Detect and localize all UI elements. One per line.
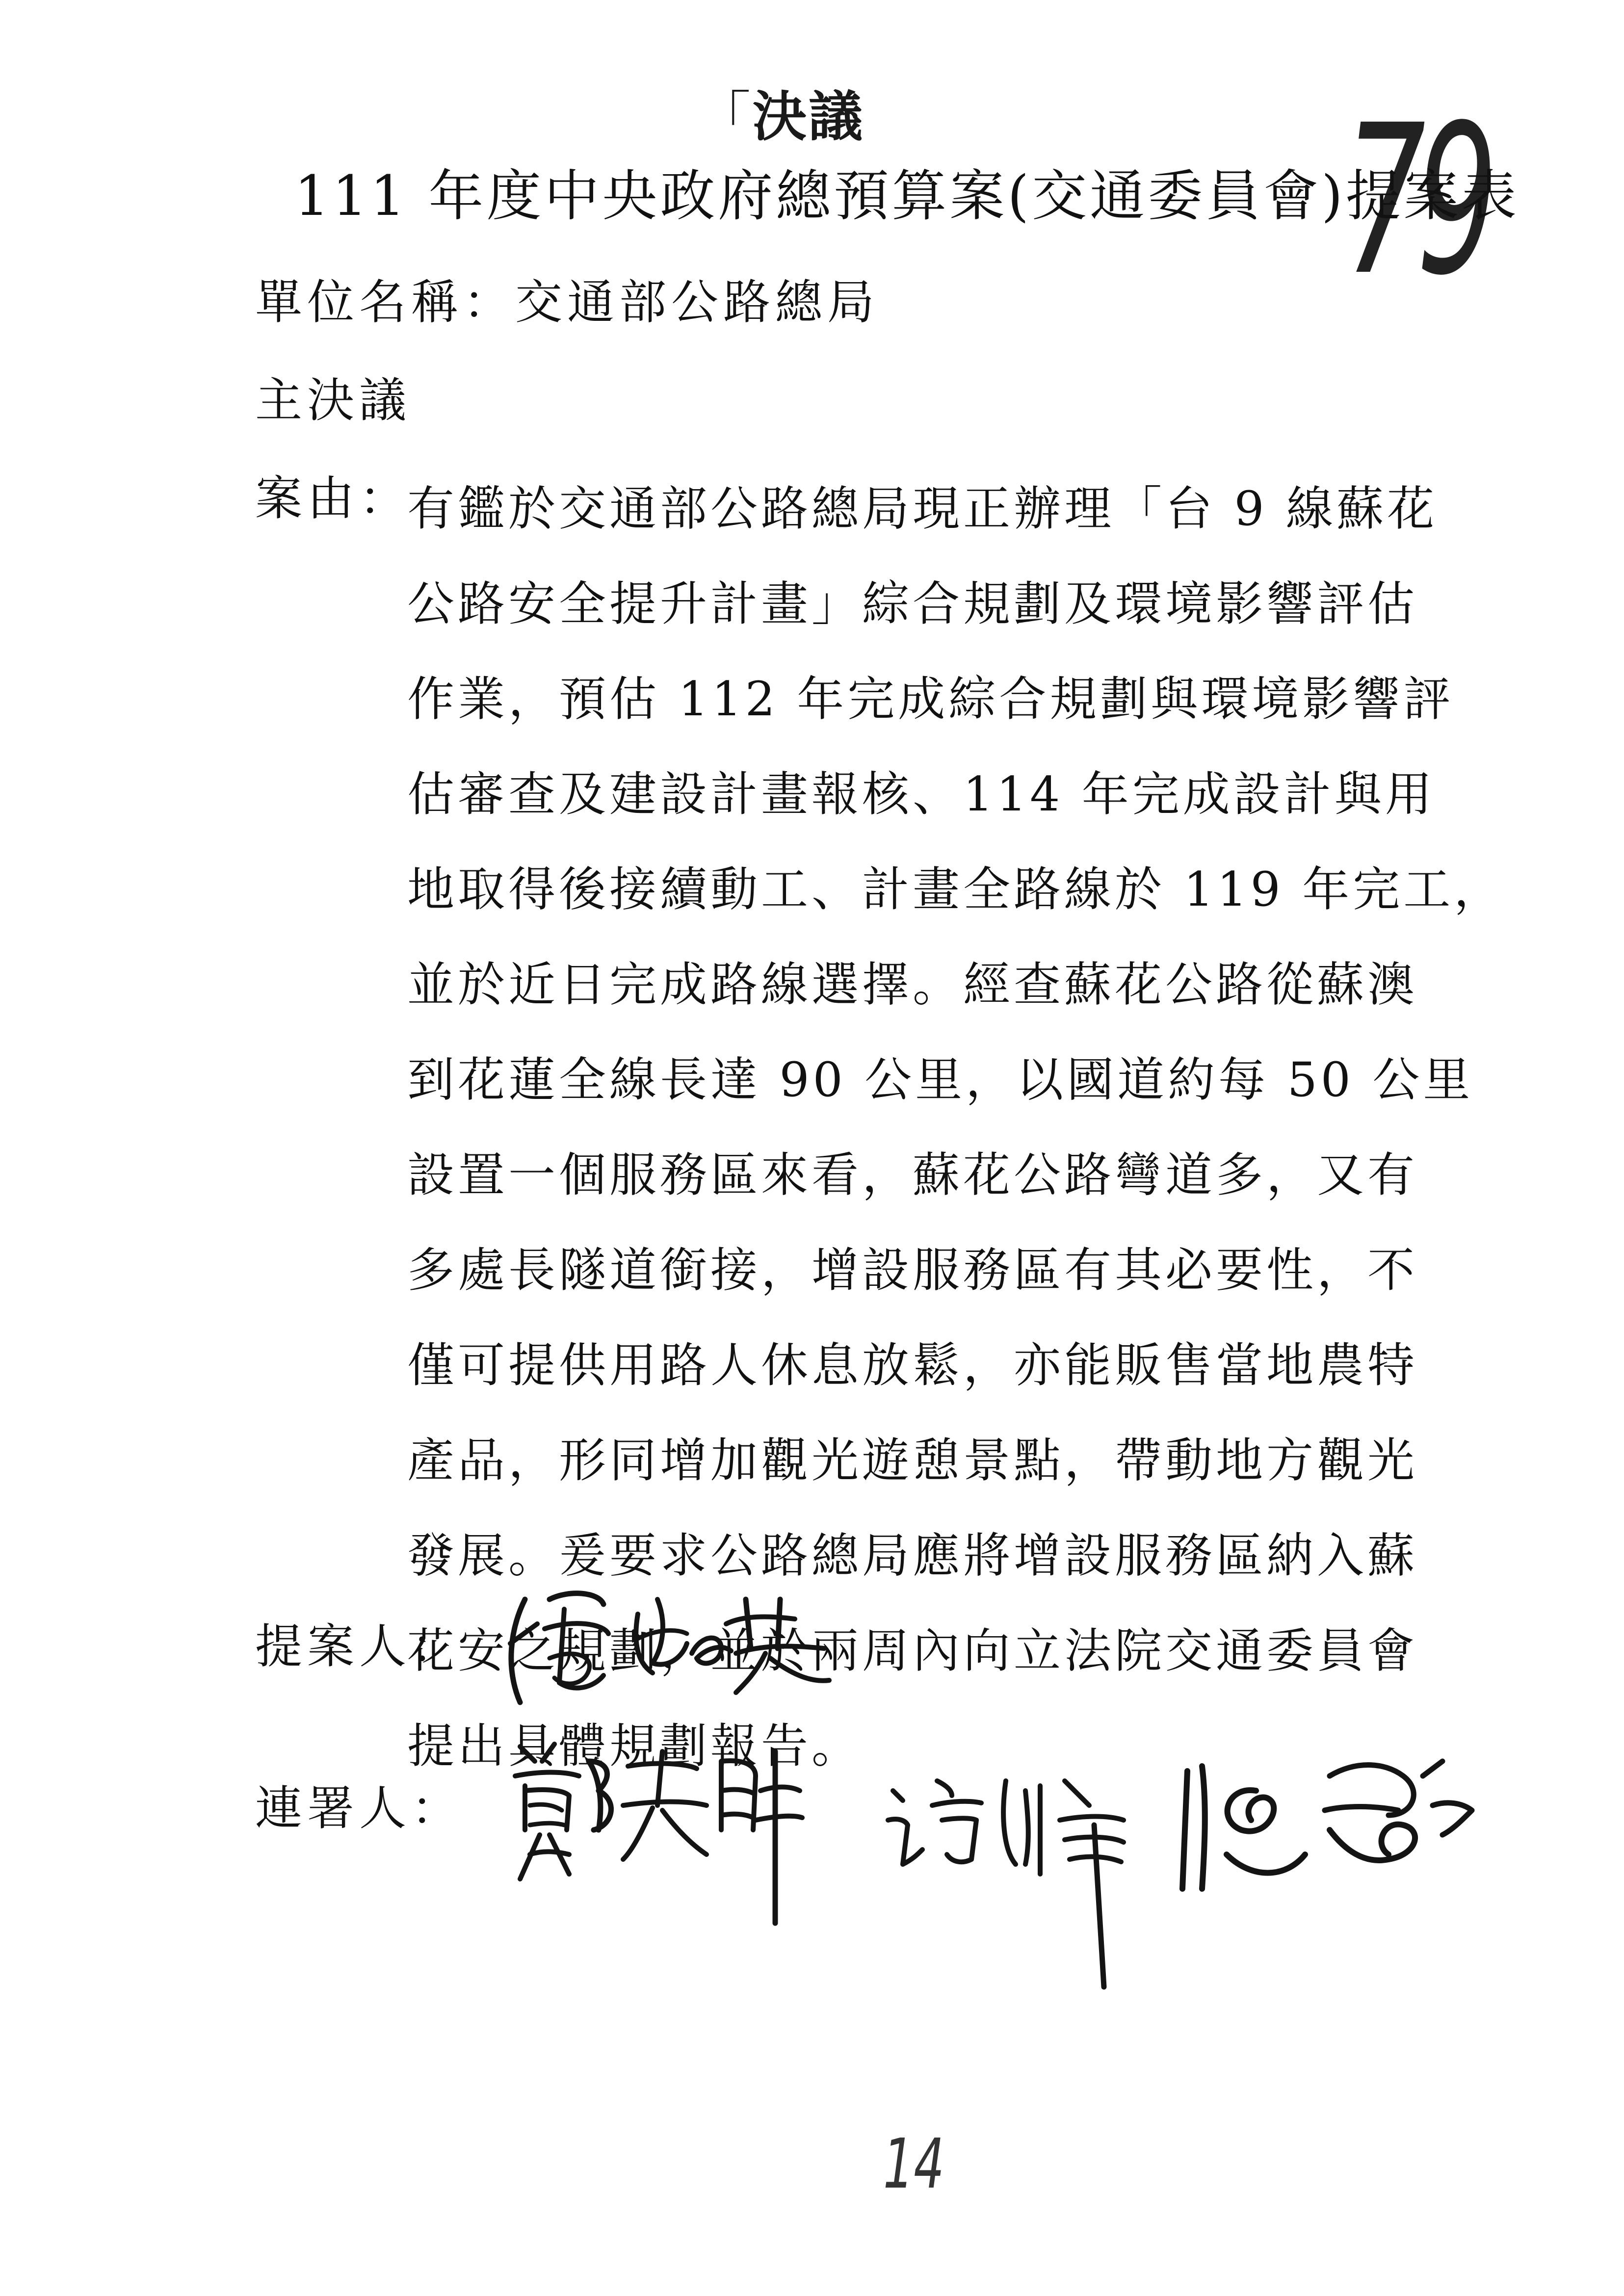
proposer-signature — [491, 1570, 844, 1717]
reason-line: 產品，形同增加觀光遊憩景點，帶動地方觀光 — [407, 1433, 1418, 1488]
cosigner-signature-1 — [500, 1732, 805, 1928]
reason-line: 估審查及建設計畫報核、114 年完成設計與用 — [407, 767, 1436, 822]
reason-line: 多處長隧道銜接，增設服務區有其必要性，不 — [407, 1243, 1418, 1298]
reason-line: 提出具體規劃報告。 — [407, 1719, 862, 1774]
reason-label: 案由： — [255, 471, 411, 526]
reason-line: 有鑑於交通部公路總局現正辦理「台 9 線蘇花 — [407, 481, 1438, 536]
cosigner-signature-3 — [1168, 1732, 1482, 1918]
stamp-bracket: 「 — [697, 85, 753, 148]
cosigner-signature-1-drawing — [500, 1732, 805, 1928]
handwritten-page-marker: 79 — [1344, 81, 1489, 321]
reason-line: 到花蓮全線長達 90 公里，以國道約每 50 公里 — [407, 1052, 1474, 1107]
reason-line: 地取得後接續動工、計畫全路線於 119 年完工， — [407, 862, 1505, 917]
unit-value: 交通部公路總局 — [515, 275, 879, 330]
reason-line: 作業，預估 112 年完成綜合規劃與環境影響評 — [407, 672, 1454, 727]
reason-line: 並於近日完成路線選擇。經查蘇花公路從蘇澳 — [407, 957, 1418, 1012]
cosigner-signature-3-drawing — [1168, 1732, 1482, 1918]
reason-line: 花安之規劃，並於兩周內向立法院交通委員會 — [407, 1623, 1418, 1678]
unit-label: 單位名稱： — [255, 275, 515, 330]
reason-line: 僅可提供用路人休息放鬆，亦能販售當地農特 — [407, 1338, 1418, 1393]
proposer-label: 提案人： — [255, 1619, 463, 1674]
cosigner-signature-2-drawing — [878, 1751, 1153, 1997]
main-resolution-heading: 主決議 — [255, 373, 411, 428]
resolution-stamp — [697, 74, 864, 151]
cosigner-label: 連署人： — [255, 1781, 463, 1836]
cosigner-signature-2 — [878, 1751, 1153, 1997]
stamp-text: 決議 — [753, 85, 864, 148]
reason-line: 發展。爰要求公路總局應將增設服務區納入蘇 — [407, 1528, 1418, 1583]
reason-line: 公路安全提升計畫」綜合規劃及環境影響評估 — [407, 576, 1418, 631]
form-title: 111 年度中央政府總預算案(交通委員會)提案表 — [294, 164, 1519, 228]
proposer-signature-drawing — [491, 1570, 844, 1717]
unit-line — [255, 265, 879, 332]
reason-line: 設置一個服務區來看，蘇花公路彎道多，又有 — [407, 1148, 1418, 1202]
footer-page-number: 14 — [883, 2124, 944, 2204]
